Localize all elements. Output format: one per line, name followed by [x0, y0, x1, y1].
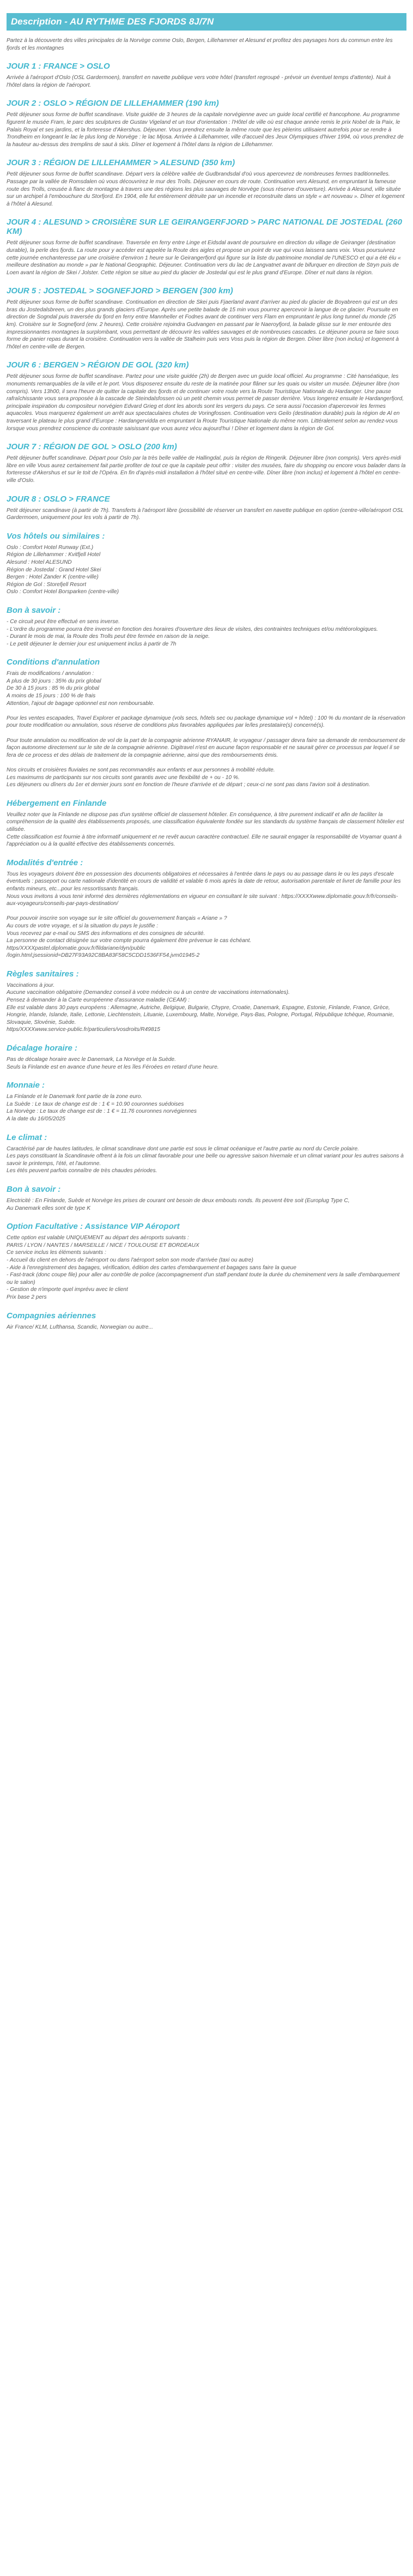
info-section	[7, 657, 406, 789]
section-line: A la date du 16/05/2025	[7, 1116, 65, 1122]
section-line: La Finlande et le Danemark font partie de la zone euro.	[7, 1094, 143, 1100]
section-line: Frais de modifications / annulation :	[7, 671, 94, 677]
section-title: Conditions d'annulation	[7, 657, 100, 667]
section-line: Région de Lillehammer : Kvitfjell Hotel	[7, 552, 101, 558]
section-line: - L'ordre du programme pourra être inversé en fonction des horaires d'ouverture des lieux de visites, des contraintes techniques et/ou météorologiques.	[7, 626, 378, 632]
section-line: Pas de décalage horaire avec le Danemark, La Norvège et la Suède.	[7, 1057, 176, 1063]
section-line: - Le petit déjeuner le dernier jour est uniquement inclus à partir de 7h	[7, 641, 177, 647]
section-line: Electricité : En Finlande, Suède et Norvège les prises de courant ont besoin de deux embouts ronds. Ils peuvent être soit (Europlug Type C,	[7, 1197, 350, 1204]
section-line: Pour pouvoir inscrire son voyage sur le site officiel du gouvernement français « Ariane » ?	[7, 915, 227, 922]
intro-text: Partez à la découverte des villes principales de la Norvège comme Oslo, Bergen, Lillehammer et Alesund et profitez des paysages hors du commun entre les fjords et les montagnes	[7, 38, 393, 51]
day-paragraph: Petit déjeuner sous forme de buffet scandinave. Traversée en ferry entre Linge et Eidsdal avant de poursuivre en direction du village de Geiranger (destination durable), la perle des fjords. La route pour y accéder est appelée la Route des aigles et propose un point de vue qui vous laissera sans voix. Vous poursuivrez cette journée enchanteresse par une croisière d'environ 1 heure sur le Geirangerfjord qui figure sur la liste du patrimoine mondial de l'UNESCO et qui a été élu « meilleure destination au monde » par le National Geographic. Déjeuner. Continuation vers du lac de Langvatnet avant de bifurquer en direction de Stryn puis de Loen avant la région de Skei / Jolster. Cette région se situe au pied du glacier de Jostedal qui est le plus grand d'Europe. Dîner et nuit dans la région.	[7, 240, 401, 276]
section-line: Région de Jostedal : Grand Hotel Skei	[7, 566, 101, 573]
section-line: Pour toute annulation ou modification de vol de la part de la compagnie aérienne RYANAIR, le voyageur / passager devra faire sa demande de remboursement de façon autonome directement sur le site de la compagnie aérienne. Digitravel n'est en aucune façon responsable et ne saurait gérer ce processus par lequel il se fera de ce process et des délais de traitement de la compagnie aérienne, ainsi que des remboursements émis.	[7, 737, 405, 758]
section-line: A moins de 15 jours : 100 % de frais	[7, 693, 96, 699]
day-title: JOUR 3 : RÉGION DE LILLEHAMMER > ALESUND (350 km)	[7, 158, 235, 168]
section-line: Nous vous invitons à vous tenir informé des dernières réglementations en vigueur en consultant le site suivant : https://XXXXwww.diplomatie.gouv.fr/fr/conseils-aux-voyageurs/conseils-par-pays-destination/	[7, 893, 398, 907]
info-section	[7, 858, 406, 960]
day-paragraph: Petit déjeuner sous forme de buffet scandinave. Visite guidée de 3 heures de la capitale norvégienne avec un guide local certifié et francophone. Au programme figurent le musée Fram, le parc des sculptures de Gustav Vigeland et un tour d'orientation : l'Hôtel de ville où est chaque année remis le prix Nobel de la Paix, le Palais Royal et ses jardins, et la forteresse d'Akershus. Déjeuner. Vous prendrez ensuite la même route que les pèlerins utilisaient autrefois pour se rendre à Trondheim en longeant le lac le plus long de Norvège : le lac Mjosa. Arrivée à Lillehammer, ville d'accueil des Jeux Olympiques d'hiver 1994, où vous prendrez de la hauteur au-dessus des tremplins de saut à skis. Dîner et logement à l'hôtel dans la région de Lillehammer.	[7, 112, 404, 148]
day-title: JOUR 2 : OSLO > RÉGION DE LILLEHAMMER (190 km)	[7, 99, 219, 108]
day-title: JOUR 7 : RÉGION DE GOL > OSLO (200 km)	[7, 442, 177, 452]
info-section	[7, 606, 406, 648]
section-line: Elle est valable dans 30 pays européens : Allemagne, Autriche, Belgique, Bulgarie, Chypre, Croatie, Danemark, Espagne, Estonie, Finlande, France, Grèce, Hongrie, Irlande, Islande, Italie, Lettonie, Liechtenstein, Lituanie, Luxembourg, Malte, Norvège, Pays-Bas, Pologne, Portugal, République tchèque, Roumanie, Slovaquie, Slovénie, Suède.	[7, 1004, 394, 1025]
day-block	[7, 218, 406, 276]
day-title: JOUR 1 : FRANCE > OSLO	[7, 62, 110, 71]
section-line: Cette classification est fournie à titre informatif uniquement et ne revêt aucun caractère contractuel. Elle ne saurait engager la responsabilité de Voyamar quant à l'appréciation ou à la qualité effective des établissements concernés.	[7, 834, 402, 848]
day-paragraph: Petit déjeuner scandinave (à partir de 7h). Transferts à l'aéroport libre (possibilité de réserver un transfert en navette publique en option (centre-ville/aéroport OSL Gardermoen, uniquement pour les vols à partir de 7h).	[7, 507, 404, 521]
day-title: JOUR 4 : ALESUND > CROISIÈRE SUR LE GEIRANGERFJORD > PARC NATIONAL DE JOSTEDAL (260 KM)	[7, 218, 402, 237]
info-section	[7, 1081, 406, 1123]
section-line: Au Danemark elles sont de type K	[7, 1205, 91, 1211]
section-line: Pour les ventes escapades, Travel Explorer et package dynamique (vols secs, hôtels sec ou package dynamique vol + hôtel) : 100 % du montant de la réservation pour toute modification ou annulation, sous réserve de conditions plus favorables appliquées par le/les prestataire(s) concerné(s).	[7, 715, 405, 729]
section-line: Cette option est valable UNIQUEMENT au départ des aéroports suivants :	[7, 1235, 189, 1241]
section-line: Au cours de votre voyage, et si la situation du pays le justifie :	[7, 922, 159, 929]
section-line: Bergen : Hotel Zander K (centre-ville)	[7, 574, 99, 581]
day-block	[7, 494, 406, 522]
section-title: Hébergement en Finlande	[7, 798, 107, 808]
section-line: La Norvège : Le taux de change est de : 1 € = 11.76 couronnes norvégiennes	[7, 1108, 197, 1115]
info-section	[7, 532, 406, 596]
section-line: Caractérisé par de hautes latitudes, le climat scandinave dont une partie est sous le climat océanique et l'autre partie au nord du Cercle polaire.	[7, 1145, 359, 1152]
info-section	[7, 1311, 406, 1331]
section-line: Oslo : Comfort Hotel Runway (Ext.)	[7, 544, 94, 551]
section-line	[7, 908, 406, 915]
info-section	[7, 799, 406, 848]
section-line: Pensez à demander à la Carte européenne d'assurance maladie (CEAM) :	[7, 997, 190, 1004]
section-line	[7, 759, 406, 767]
section-line: Les pays constituant la Scandinavie offrent à la fois un climat favorable pour une belle ou agressive saison hivernale et un climat variant pour les autres saisons à savoir le printemps, l'été, et l'automne.	[7, 1153, 404, 1167]
section-line: A plus de 30 jours : 35% du prix global	[7, 678, 101, 684]
section-line: La personne de contact désignée sur votre compte pourra également être prévenue le cas échéant.	[7, 938, 252, 944]
section-line: Aucune vaccination obligatoire (Demandez conseil à votre médecin ou à un centre de vaccinations internationales).	[7, 990, 290, 996]
section-line: De 30 à 15 jours : 85 % du prix global	[7, 685, 99, 692]
section-line	[7, 707, 406, 715]
section-line: - Ce circuit peut être effectué en sens inverse.	[7, 618, 120, 625]
section-line: Veuillez noter que la Finlande ne dispose pas d'un système officiel de classement hôtelier. En conséquence, à titre purement indicatif et afin de faciliter la compréhension de la qualité des établissements proposés, une classification équivalente fondée sur les standards du système français de classement hôtelier est utilisée.	[7, 811, 404, 832]
section-line: La Suède : Le taux de change est de : 1 € = 10.90 couronnes suédoises	[7, 1101, 184, 1107]
day-block	[7, 99, 406, 148]
section-line: Région de Gol : Storefjell Resort	[7, 581, 87, 588]
section-line: Les maximums de participants sur nos circuits sont garantis avec une flexibilité de + ou - 10 %.	[7, 774, 240, 781]
info-section	[7, 1185, 406, 1212]
section-line: Tous les voyageurs doivent être en possession des documents obligatoires et nécessaires à l'entrée dans le pays ou au passage dans le ou les pays d'escale éventuels : passeport ou carte nationale d'identité en cours de validité et valable 6 mois après la date de retour, autorisation parentale et livret de famille pour les enfants mineurs, etc...pour les ressortissants français.	[7, 871, 401, 892]
section-line: Vous recevrez par e-mail ou SMS des informations et des consignes de sécurité.	[7, 930, 205, 937]
section-title: Le climat :	[7, 1132, 47, 1142]
section-title: Règles sanitaires :	[7, 969, 79, 979]
day-paragraph: Arrivée à l'aéroport d'Oslo (OSL Gardermoen), transfert en navette publique vers votre hôtel (transfert regroupé - prévoir un éventuel temps d'attente). Nuit à l'hôtel dans la région de l'aéroport.	[7, 75, 391, 88]
info-section	[7, 1043, 406, 1071]
section-title: Compagnies aériennes	[7, 1311, 96, 1320]
section-title: Bon à savoir :	[7, 1184, 61, 1194]
info-sections	[7, 532, 406, 1331]
section-line: Prix base 2 pers	[7, 1294, 47, 1300]
day-block	[7, 360, 406, 432]
section-title: Monnaie :	[7, 1081, 45, 1090]
day-block	[7, 158, 406, 208]
section-line: Oslo : Comfort Hotel Borsparken (centre-ville)	[7, 589, 119, 595]
day-title: JOUR 5 : JOSTEDAL > SOGNEFJORD > BERGEN (300 km)	[7, 286, 233, 296]
section-title: Bon à savoir :	[7, 605, 61, 615]
section-line: PARIS / LYON / NANTES / MARSEILLE / NICE / TOULOUSE ET BORDEAUX	[7, 1242, 199, 1248]
section-line: Seuls la Finlande est en avance d'une heure et les îles Féroées en retard d'une heure.	[7, 1064, 219, 1070]
section-title: Modalités d'entrée :	[7, 858, 83, 867]
section-line: Vaccinations à jour.	[7, 982, 55, 988]
day-block	[7, 62, 406, 89]
section-line: Les étés peuvent parfois connaître de très chaudes périodes.	[7, 1168, 157, 1174]
section-line: https/XXXXpastel.diplomatie.gouv.fr/fildariane/dyn/public	[7, 945, 145, 951]
section-line: Air France/ KLM, Lufthansa, Scandic, Norwegian ou autre...	[7, 1324, 153, 1330]
info-section	[7, 1222, 406, 1301]
section-title: Option Facultative : Assistance VIP Aéroport	[7, 1222, 180, 1232]
section-line: Les déjeuners ou dîners du 1er et dernier jours sont en fonction de l'heure d'arrivée et de départ ; ceux-ci ne sont pas dans l'avion soit à destination.	[7, 782, 371, 788]
description-banner: Description - AU RYTHME DES FJORDS 8J/7N	[7, 13, 406, 31]
section-line: - Durant le mois de mai, la Route des Trolls peut être fermée en raison de la neige.	[7, 634, 210, 640]
info-section	[7, 1133, 406, 1175]
section-line: https/XXXXwww.service-public.fr/particuliers/vosdroits/R49815	[7, 1027, 160, 1033]
section-line: - Gestion de n'importe quel imprévu avec le client	[7, 1287, 128, 1293]
section-line: /login.html;jsessionid=DB27F93A92C8BA83F58C5CDD1536FF54.jvm01945-2	[7, 952, 200, 959]
section-line: - Accueil du client en dehors de l'aéroport ou dans l'aéroport selon son mode d'arrivée (taxi ou autre)	[7, 1257, 253, 1263]
section-line: Ce service inclus les éléments suivants :	[7, 1250, 106, 1256]
section-line	[7, 729, 406, 737]
section-title: Décalage horaire :	[7, 1043, 78, 1053]
section-line: Nos circuits et croisières fluviales ne sont pas recommandés aux enfants et aux personnes à mobilité réduite.	[7, 767, 275, 773]
section-title: Vos hôtels ou similaires :	[7, 531, 105, 541]
section-line: Attention, l'ajout de bagage optionnel est non remboursable.	[7, 700, 155, 707]
section-line: Alesund : Hotel ALESUND	[7, 559, 72, 565]
day-paragraph: Petit déjeuner sous forme de buffet scandinave. Départ vers la célèbre vallée de Gudbrandsdal d'où vous apercevrez de nombreuses fermes traditionnelles. Passage par la vallée de Romsdalen où vous découvrirez le mur des Trolls. Déjeuner en cours de route. Continuation vers Alesund, en empruntant la fameuse route des Trolls, creusée à flanc de montagne à travers une des régions les plus sauvages de Norvège (sous réserve d'ouverture). Arrivée à Alesund, ville située sur un archipel à l'embouchure du Storfjord. En 1904, elle fut entièrement détruite par un incendie et reconstruite dans un style « art nouveau ». Dîner et logement à l'hôtel à Alesund.	[7, 171, 405, 207]
day-paragraph: Petit déjeuner sous forme de buffet scandinave. Continuation en direction de Skei puis Fjaerland avant d'arriver au pied du glacier de Boyabreen qui est un des bras du Jostedalsbreen, un des plus grands glaciers d'Europe. Après une petite balade de 15 min vous pourrez apercevoir la langue de ce glacier. Poursuite en direction de Sogndal puis traversée du fjord en ferry entre Mannheller et Fodnes avant de continuer vers Flam en empruntant le plus long tunnel du monde (25 km). Croisière sur le Sognefjord (env. 2 heures). Cette croisière rejoindra Gudvangen en passant par le Naeroyfjord, la balade glisse sur le mer entourée des impressionnantes montagnes la surplombant, vous permettant de découvrir les vallées sauvages et de nombreuses cascades. Le déjeuner pourra se faire sous forme de panier repas durant la croisière. Continuation vers la vallée de Stalheim puis vers Voss puis la région de Bergen. Dîner libre (non inclus) et logement à l'hôtel en centre-ville de Bergen.	[7, 299, 399, 350]
day-paragraph: Petit déjeuner sous forme de buffet scandinave. Partez pour une visite guidée (2h) de Bergen avec un guide local officiel. Au programme : Cité hanséatique, les monuments remarquables de la ville et le port. Vous disposerez ensuite du reste de la matinée pour flâner sur les quais ou visiter un musée. Déjeuner libre (non compris). Vers 13h00, il sera l'heure de quitter la capitale des fjords et de continuer votre route vers la Route Touristique Nationale du Hardanger. Une pause rafraîchissante vous sera proposée à la cascade de Steindalsfossen où un petit chemin vous permet de passer derrière. Vous longerez ensuite le Hardangerfjord, principale inspiration du compositeur norvégien Edvard Grieg et dont les abords sont les vergers du pays. Ce sera aussi l'occasion d'apercevoir les fermes aquacoles. Vous marquerez également un arrêt aux spectaculaires chutes de Voringfossen. Continuation vers Geilo (destination durable) puis la région de Al en traversant le plateau le plus grand d'Europe : Hardangervidda en empruntant la Route Touristique Nationale du même nom. Littéralement selon au rendez-vous lorsque vous prendrez conscience du contraste saisissant que vous aurez vécu aujourd'hui ! Dîner et logement dans la région de Gol.	[7, 373, 404, 432]
section-line: - Aide à l'enregistrement des bagages, vérification, édition des cartes d'embarquement et bagages sans faire la queue	[7, 1264, 296, 1271]
day-block	[7, 286, 406, 351]
day-title: JOUR 6 : BERGEN > RÉGION DE GOL (320 km)	[7, 360, 189, 370]
section-line: - Fast-track (donc coupe file) pour aller au contrôle de police (accompagnement d'un staff pendant toute la durée du cheminement vers la salle d'embarquement ou le salon)	[7, 1272, 400, 1286]
itinerary-days	[7, 62, 406, 522]
day-block	[7, 442, 406, 484]
day-paragraph: Petit déjeuner buffet scandinave. Départ pour Oslo par la très belle vallée de Hallingdal, puis la région de Ringerik. Déjeuner libre (non compris). Vers après-midi libre en ville Vous aurez certainement fait partie profiter de tout ce que la capitale peut offrir : visiter des musées, faire du shopping ou encore vous balader dans la forteresse d'Akershus et sur le toit de l'Opéra. En fin d'après-midi installation à l'hôtel situé en centre-ville. Dîner libre (non inclus) et logement à l'hôtel en centre-ville d'Oslo.	[7, 455, 406, 484]
info-section	[7, 969, 406, 1034]
day-title: JOUR 8 : OSLO > FRANCE	[7, 494, 110, 504]
